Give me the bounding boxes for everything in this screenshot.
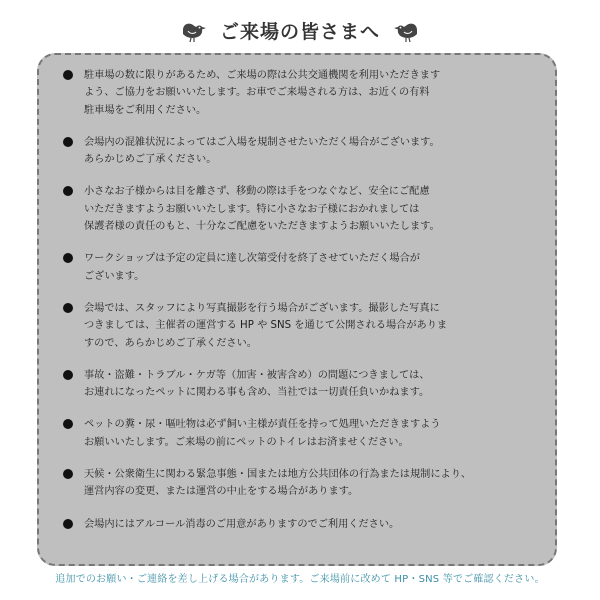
notice-line: 駐車場の数に限りがあるため、ご来場の際は公共交通機関を利用いただきます [84,70,441,81]
notice-item [84,416,541,451]
notice-line: 運営内容の変更、または運営の中止をする場合があります。 [84,486,359,498]
bullet-icon [63,137,73,147]
bullet-icon [63,253,73,263]
bullet-icon [63,519,73,529]
notice-line: ございます。 [84,270,145,282]
notice-line: いただきますようお願いいたします。特に小さなお子様におかれましては [84,203,420,215]
notice-line: 会場では、スタッフにより写真撮影を行う場合がございます。撮影した写真に [84,302,440,314]
notice-item [84,367,541,402]
notice-item [84,67,541,119]
notice-line: ワークショップは予定の定員に達し次第受付を終了させていただく場合が [84,253,420,265]
notice-line: つきましては、主催者の運営する HP や SNS を通じて公開される場合がありま [84,320,448,332]
bullet-icon [63,70,73,80]
footer-note: 追加でのお願い・ご連絡を差し上げる場合があります。ご来場前に改めて HP・SNS 等でご確認ください。 [55,574,545,585]
notice-item [84,183,541,235]
page-title: ご来場の皆さまへ [219,20,380,43]
notice-line: よう、ご協力をお願いいたします。お車でご来場される方は、お近くの有料 [84,87,430,99]
notice-line: すので、あらかじめご了承ください。 [84,337,257,349]
header [0,12,600,48]
notice-line: あらかじめご了承ください。 [84,154,217,166]
notice-line: お願いいたします。ご来場の前にペットのトイレはお済ませください。 [84,436,409,448]
bullet-icon [63,469,73,479]
notice-line: 会場内にはアルコール消毒のご用意がありますのでご利用ください。 [84,518,400,530]
notice-line: 駐車場をご利用ください。 [84,104,207,116]
notice-item [84,466,541,501]
bullet-icon [63,419,73,429]
notice-panel [37,53,557,566]
notice-line: 天候・公衆衛生に関わる緊急事態・国または地方公共団体の行為または規制により、 [84,469,472,481]
notice-item [84,300,541,352]
notice-line: 事故・盗難・トラブル・ケガ等（加害・被害含め）の問題につきましては、 [84,369,430,381]
notice-item [84,134,541,169]
bullet-icon [63,186,73,196]
notice-line: お連れになったペットに関わる事も含め、当社では一切責任負いかねます。 [84,387,430,399]
bird-icon [392,17,420,43]
notice-line: ペットの糞・尿・嘔吐物は必ず飼い主様が責任を持って処理いただきますよう [84,419,441,431]
notice-line: 保護者様の責任のもと、十分なご配慮をいただきますようお願いいたします。 [84,221,440,233]
notice-item [84,516,541,533]
bullet-icon [63,370,73,380]
notice-item [84,250,541,285]
notice-line: 小さなお子様からは目を離さず、移動の際は手をつなぐなど、安全にご配慮 [84,186,430,198]
notice-line: 会場内の混雑状況によってはご入場を規制させたいただく場合がございます。 [84,136,440,148]
bird-icon [180,17,208,43]
bullet-icon [63,303,73,313]
